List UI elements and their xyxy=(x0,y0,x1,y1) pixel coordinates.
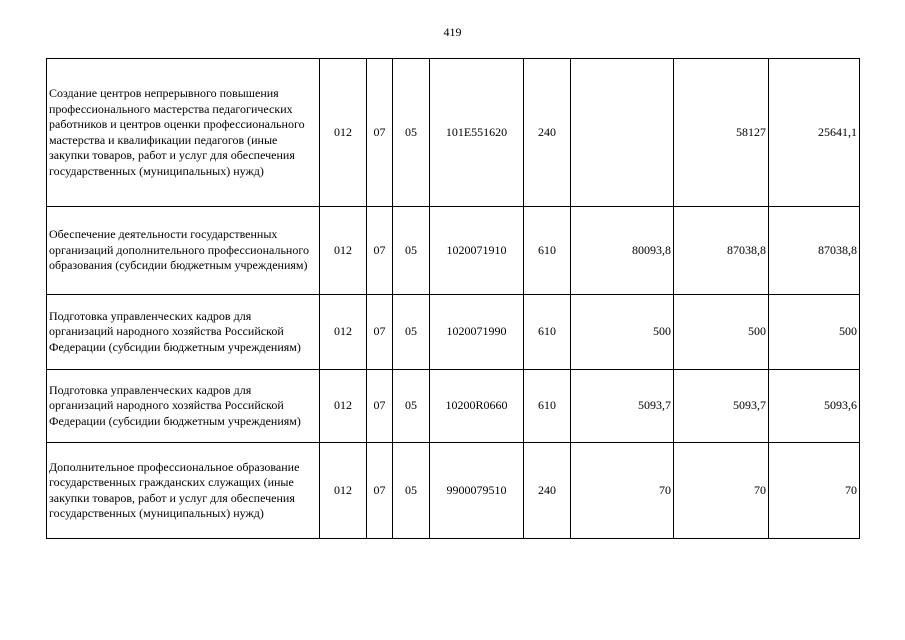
ministry-code: 012 xyxy=(320,59,367,207)
subsection-code: 05 xyxy=(393,295,430,370)
row-name: Подготовка управленческих кадров для организаций народного хозяйства Российской Федерации (субсидии бюджетным учреждениям) xyxy=(47,295,320,370)
section-code: 07 xyxy=(367,207,393,295)
table-row xyxy=(47,443,860,539)
table-row xyxy=(47,295,860,370)
amount-2: 70 xyxy=(674,443,769,539)
ministry-code: 012 xyxy=(320,443,367,539)
expense-type-code: 240 xyxy=(524,59,571,207)
ministry-code: 012 xyxy=(320,295,367,370)
budget-table xyxy=(46,58,860,539)
amount-3: 25641,1 xyxy=(769,59,860,207)
section-code: 07 xyxy=(367,295,393,370)
subsection-code: 05 xyxy=(393,59,430,207)
amount-2: 58127 xyxy=(674,59,769,207)
row-name: Обеспечение деятельности государственных организаций дополнительного профессионального образования (субсидии бюджетным учреждениям) xyxy=(47,207,320,295)
table-row xyxy=(47,370,860,443)
amount-3: 70 xyxy=(769,443,860,539)
section-code: 07 xyxy=(367,59,393,207)
row-name: Дополнительное профессиональное образование государственных гражданских служащих (иные закупки товаров, работ и услуг для обеспечения государственных (муниципальных) нужд) xyxy=(47,443,320,539)
expense-type-code: 610 xyxy=(524,295,571,370)
amount-2: 87038,8 xyxy=(674,207,769,295)
amount-3: 87038,8 xyxy=(769,207,860,295)
row-name: Создание центров непрерывного повышения профессионального мастерства педагогических работников и центров оценки профессионального мастерства и квалификации педагогов (иные закупки товаров, работ и услуг для обеспечения государственных (муниципальных) нужд) xyxy=(47,59,320,207)
amount-1 xyxy=(571,59,674,207)
subsection-code: 05 xyxy=(393,443,430,539)
amount-1: 70 xyxy=(571,443,674,539)
amount-2: 5093,7 xyxy=(674,370,769,443)
subsection-code: 05 xyxy=(393,370,430,443)
ministry-code: 012 xyxy=(320,207,367,295)
expense-type-code: 240 xyxy=(524,443,571,539)
amount-1: 500 xyxy=(571,295,674,370)
amount-2: 500 xyxy=(674,295,769,370)
expense-type-code: 610 xyxy=(524,207,571,295)
target-article-code: 1020071990 xyxy=(430,295,524,370)
subsection-code: 05 xyxy=(393,207,430,295)
target-article-code: 1020071910 xyxy=(430,207,524,295)
amount-3: 500 xyxy=(769,295,860,370)
expense-type-code: 610 xyxy=(524,370,571,443)
amount-1: 5093,7 xyxy=(571,370,674,443)
row-name: Подготовка управленческих кадров для организаций народного хозяйства Российской Федерации (субсидии бюджетным учреждениям) xyxy=(47,370,320,443)
section-code: 07 xyxy=(367,443,393,539)
amount-3: 5093,6 xyxy=(769,370,860,443)
ministry-code: 012 xyxy=(320,370,367,443)
target-article-code: 10200R0660 xyxy=(430,370,524,443)
amount-1: 80093,8 xyxy=(571,207,674,295)
target-article-code: 9900079510 xyxy=(430,443,524,539)
page-number: 419 xyxy=(443,25,462,39)
section-code: 07 xyxy=(367,370,393,443)
table-row xyxy=(47,59,860,207)
table-row xyxy=(47,207,860,295)
target-article-code: 101E551620 xyxy=(430,59,524,207)
